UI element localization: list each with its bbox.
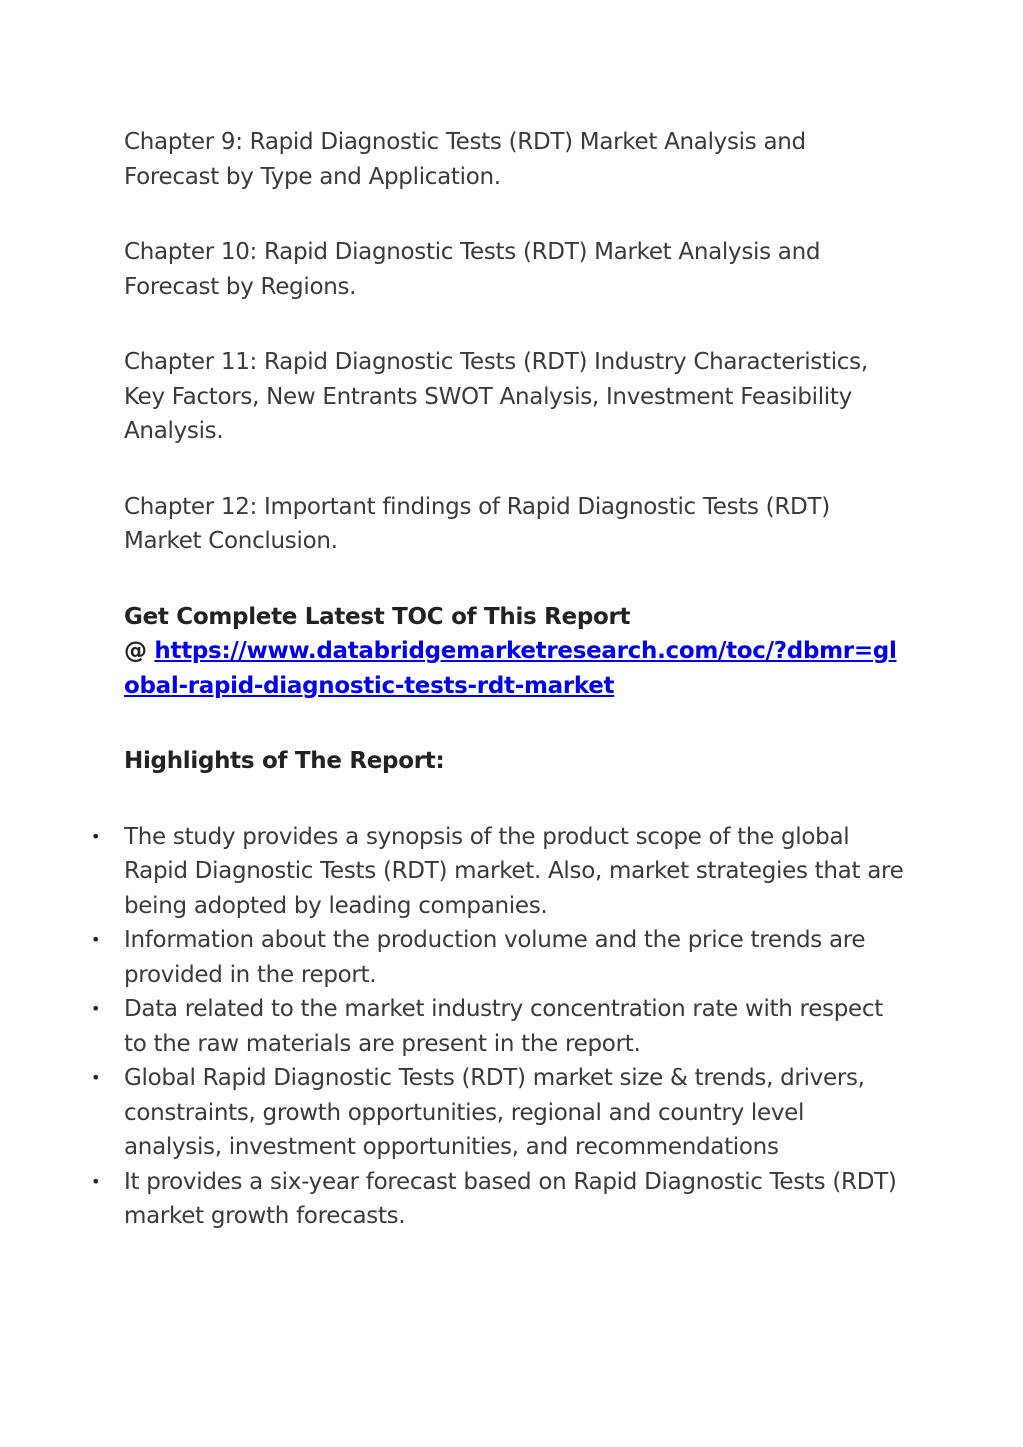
- toc-link[interactable]: https://www.databridgemarketresearch.com/toc/?dbmr=global-rapid-diagnostic-tests-rdt-market: [124, 638, 897, 699]
- list-item: [91, 820, 904, 924]
- chapter-11-paragraph: Chapter 11: Rapid Diagnostic Tests (RDT) Industry Characteristics, Key Factors, New Entrants SWOT Analysis, Investment Feasibility Analysis.: [124, 349, 868, 444]
- highlights-list: [91, 820, 904, 1234]
- bullet-icon: •: [91, 826, 101, 846]
- highlights-heading: Highlights of The Report:: [124, 748, 445, 774]
- list-item: [91, 923, 904, 992]
- toc-at-sign: @: [124, 638, 155, 664]
- document-page: [91, 125, 904, 1234]
- list-item: [91, 1061, 904, 1165]
- list-item-text: Information about the production volume and the price trends are provided in the report.: [124, 927, 866, 988]
- toc-block: [124, 600, 904, 704]
- toc-link-line: [124, 634, 904, 703]
- bullet-icon: •: [91, 1171, 101, 1191]
- list-item: [91, 992, 904, 1061]
- bullet-icon: •: [91, 930, 101, 949]
- list-item-text: Data related to the market industry concentration rate with respect to the raw materials are present in the report.: [124, 996, 883, 1057]
- bullet-icon: •: [91, 999, 101, 1018]
- chapter-9-paragraph: Chapter 9: Rapid Diagnostic Tests (RDT) Market Analysis and Forecast by Type and Application.: [124, 129, 806, 190]
- toc-heading: Get Complete Latest TOC of This Report: [124, 603, 631, 630]
- list-item-text: It provides a six-year forecast based on Rapid Diagnostic Tests (RDT) market growth forecasts.: [124, 1168, 897, 1229]
- list-item-text: The study provides a synopsis of the product scope of the global Rapid Diagnostic Tests (RDT) market. Also, market strategies that are being adopted by leading companies.: [124, 823, 904, 919]
- list-item-text: Global Rapid Diagnostic Tests (RDT) market size & trends, drivers, constraints, growth opportunities, regional and country level analysis, investment opportunities, and recommendations: [124, 1065, 865, 1160]
- bullet-icon: •: [91, 1068, 101, 1087]
- list-item: [91, 1165, 904, 1234]
- chapter-10-paragraph: Chapter 10: Rapid Diagnostic Tests (RDT) Market Analysis and Forecast by Regions.: [124, 239, 821, 300]
- chapter-12-paragraph: Chapter 12: Important findings of Rapid Diagnostic Tests (RDT) Market Conclusion.: [124, 493, 830, 554]
